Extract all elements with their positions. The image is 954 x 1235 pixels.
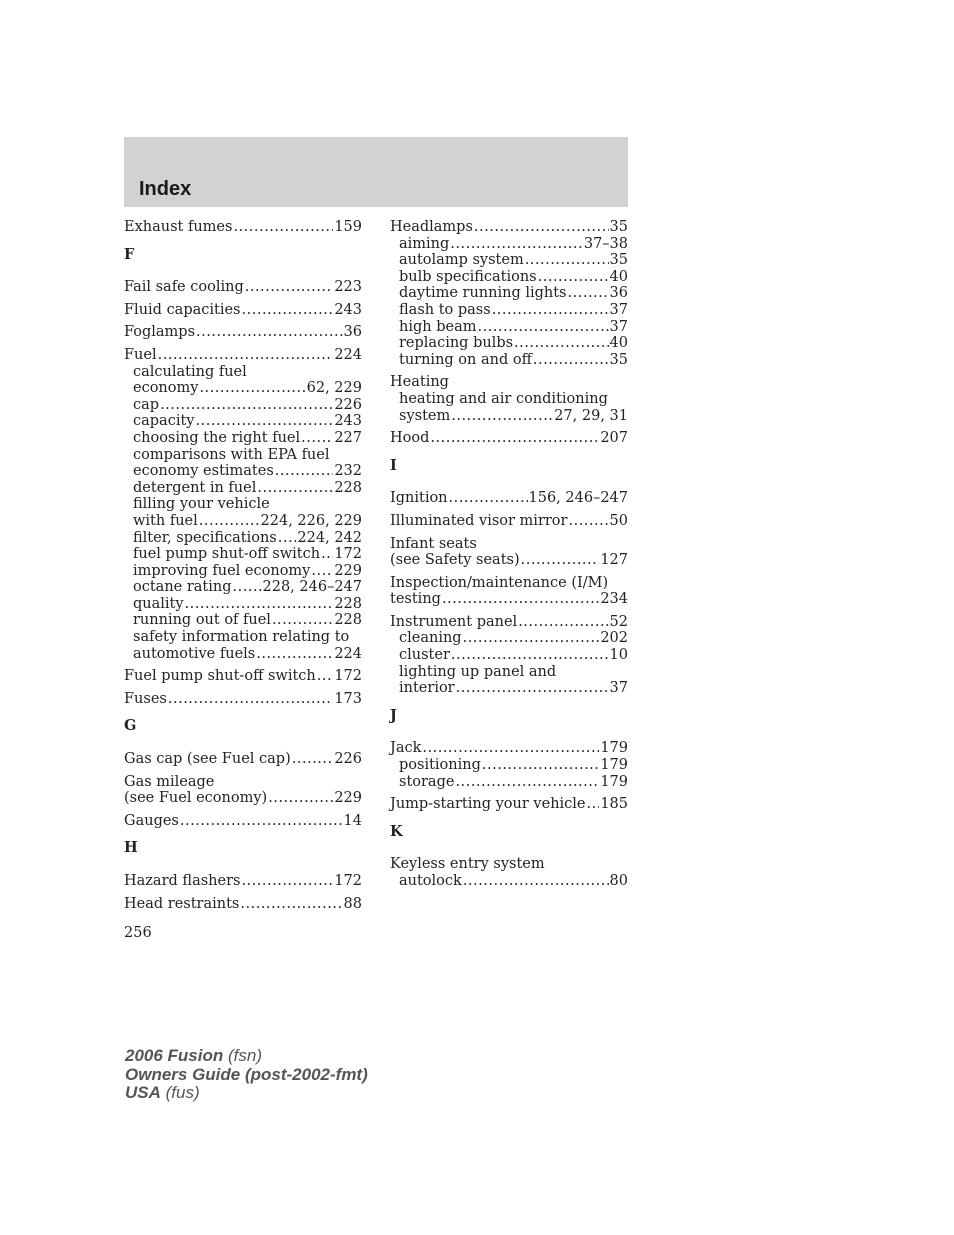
index-term: choosing the right fuel [133,429,301,446]
footer-market: USA [125,1083,161,1102]
page-reference: 185 [600,796,628,813]
index-entry [124,774,362,807]
page-reference: 207 [600,430,628,447]
page-reference: 62, 229 [306,380,362,397]
index-term: (see Fuel economy) [124,790,268,807]
index-term-line [390,513,628,530]
index-term-line [124,668,362,685]
index-entry [390,575,628,608]
index-term-line [124,873,362,890]
index-subentry [124,480,362,497]
index-term: filling your vehicle [133,496,270,513]
footer-line-1 [125,1047,368,1066]
page-reference: 88 [343,895,362,912]
page-reference: 10 [609,647,628,664]
index-term: economy estimates [133,463,274,480]
index-term: Gauges [124,812,179,829]
footer-model-code: (fsn) [228,1046,262,1065]
dot-leader [449,490,528,507]
page-reference: 202 [600,630,628,647]
index-subentry [124,579,362,596]
page-reference: 27, 29, 31 [554,407,628,424]
dot-leader [195,413,333,430]
page-reference: 52 [609,613,628,630]
dot-leader [321,546,333,563]
page-reference: 80 [609,873,628,889]
page-reference: 234 [600,591,628,608]
dot-leader [568,285,609,302]
footer-model: 2006 Fusion [125,1046,224,1065]
index-term-line [390,796,628,813]
page-reference: 127 [600,552,628,569]
index-term: Hood [390,430,430,447]
index-term-line [390,591,628,608]
dot-leader [168,691,333,708]
index-entry [390,490,628,507]
index-term: Head restraints [124,895,240,912]
index-subentry [390,757,628,774]
page-reference: 156, 246–247 [528,490,628,507]
index-term-line [124,691,362,708]
page-reference: 179 [600,757,628,774]
page-reference: 36 [343,324,362,341]
index-term-line [390,374,628,391]
index-term-line [124,324,362,341]
page-reference: 229 [334,562,362,579]
index-subentry [124,397,362,414]
page-reference: 159 [334,219,362,235]
index-subentry [390,335,628,352]
page-reference: 228 [334,612,362,629]
index-term-line [390,740,628,757]
index-term-line [124,813,362,830]
page-reference: 224, 242 [297,529,362,546]
index-letter-heading: I [390,456,397,474]
index-term: positioning [399,757,481,774]
page-reference: 228 [334,595,362,612]
index-subentry [124,413,362,430]
page-reference: 37 [609,301,628,318]
dot-leader [292,751,334,768]
index-term-line [390,856,628,873]
page-reference: 50 [609,512,628,529]
index-term-line [124,896,362,913]
index-term: running out of fuel [133,612,271,629]
index-subentry [124,364,362,381]
index-term: turning on and off [399,351,532,368]
page-title: Index [139,178,192,200]
footer-market-code: (fus) [165,1083,200,1102]
index-subentry [390,319,628,336]
index-entry [390,796,628,813]
dot-leader [241,873,333,890]
index-term: fuel pump shut-off switch [133,546,321,563]
index-subentry [390,664,628,681]
index-subentry [124,513,362,530]
page-reference: 172 [334,546,362,563]
index-term: Jump-starting your vehicle [390,796,586,813]
index-term-line [124,302,362,319]
index-term: calculating fuel [133,363,247,380]
index-subentry [124,463,362,480]
index-letter-heading: H [124,839,138,857]
page-reference: 40 [609,335,628,352]
index-term: Fail safe cooling [124,279,244,296]
index-entry [124,219,362,236]
index-subentry [390,647,628,664]
index-subentry [390,391,628,408]
index-term: with fuel [133,512,198,529]
index-letter-heading: J [390,706,397,724]
dot-leader [533,352,609,369]
page-reference: 232 [334,463,362,480]
index-term-line [124,774,362,791]
page-reference: 173 [334,690,362,707]
index-term: autolamp system [399,252,524,269]
dot-leader [463,873,609,890]
index-term-line [124,219,362,236]
section-header-bar [124,137,628,207]
index-term: Foglamps [124,324,196,341]
index-term-line [124,751,362,768]
index-subentry [124,447,362,464]
index-term-line [390,614,628,631]
dot-leader [422,740,599,757]
index-entry [390,513,628,530]
index-subentry [124,546,362,563]
index-term: Instrument panel [390,613,518,630]
index-entry [124,324,362,341]
index-term: Fuses [124,690,167,707]
index-subentry [390,630,628,647]
dot-leader [456,680,609,697]
dot-leader [474,219,609,236]
index-term: octane rating [133,579,232,596]
page-reference: 37–38 [583,235,628,252]
index-term-line [390,219,628,236]
index-subentry [390,774,628,791]
index-term: daytime running lights [399,285,567,302]
dot-leader [199,513,260,530]
index-term: aiming [399,235,450,252]
index-term: replacing bulbs [399,335,514,352]
index-subentry [124,380,362,397]
page-reference: 226 [334,751,362,768]
index-subentry [124,563,362,580]
index-term: Fuel pump shut-off switch [124,668,316,685]
index-term: comparisons with EPA fuel [133,446,330,463]
dot-leader [538,269,609,286]
dot-leader [233,219,333,236]
index-term: cap [133,396,160,413]
page-reference: 224 [334,346,362,363]
index-term: Exhaust fumes [124,219,233,235]
index-subentry [124,646,362,663]
dot-leader [256,646,333,663]
index-term: Infant seats [390,535,477,552]
page-reference: 224 [334,645,362,662]
index-term: economy [133,380,199,397]
index-entry [124,691,362,708]
index-term: automotive fuels [133,645,256,662]
dot-leader [587,796,600,813]
footer-guide: Owners Guide (post-2002-fmt) [125,1064,368,1084]
page-reference: 179 [600,740,628,757]
dot-leader [257,480,333,497]
index-term-line [124,790,362,807]
index-entry [124,873,362,890]
dot-leader [492,302,609,319]
dot-leader [180,813,343,830]
index-term-line [124,279,362,296]
index-term: safety information relating to [133,629,350,646]
dot-leader [317,668,334,685]
dot-leader [185,596,334,613]
index-subentry [124,629,362,646]
dot-leader [278,530,297,547]
page-reference: 35 [609,252,628,269]
index-term: Headlamps [390,219,473,235]
page-reference: 224, 226, 229 [260,512,362,529]
dot-leader [199,380,305,397]
index-term: detergent in fuel [133,479,257,496]
page-reference: 243 [334,413,362,430]
index-term: heating and air conditioning [399,390,608,407]
index-subentry [124,496,362,513]
page-reference: 223 [334,279,362,296]
dot-leader [301,430,333,447]
index-term: lighting up panel and [399,663,557,680]
dot-leader [482,757,599,774]
dot-leader [430,430,599,447]
page-reference: 243 [334,301,362,318]
index-subentry [124,612,362,629]
index-entry [390,614,628,697]
dot-leader [442,591,599,608]
dot-leader [311,563,333,580]
index-letter-heading: F [124,245,135,263]
page-reference: 36 [609,285,628,302]
footer-line-2 [125,1066,368,1085]
index-term: system [399,407,451,424]
index-term-line [124,347,362,364]
dot-leader [233,579,262,596]
index-subentry [124,596,362,613]
index-term: Illuminated visor mirror [390,512,568,529]
page-reference: 228, 246–247 [262,579,362,596]
index-term-line [390,430,628,447]
index-term: cluster [399,647,450,664]
dot-leader [245,279,334,296]
index-subentry [390,352,628,369]
index-term-line [390,575,628,592]
page-reference: 37 [609,318,628,335]
dot-leader [272,612,333,629]
page-reference: 226 [334,396,362,413]
dot-leader [463,630,600,647]
dot-leader [451,408,553,425]
dot-leader [196,324,343,341]
dot-leader [240,896,342,913]
index-subentry [390,408,628,425]
index-term: filter, specifications [133,529,277,546]
page-reference: 37 [609,680,628,697]
index-entry [124,279,362,296]
index-entry [390,430,628,447]
index-term-line [390,552,628,569]
index-subentry [390,269,628,286]
page-reference: 40 [609,268,628,285]
index-term: Fuel [124,346,157,363]
index-term-line [390,490,628,507]
index-term: Fluid capacities [124,301,241,318]
dot-leader [451,647,609,664]
index-term: flash to pass [399,301,491,318]
index-term: Hazard flashers [124,873,241,889]
index-subentry [390,285,628,302]
index-column-left [124,219,362,918]
dot-leader [525,252,609,269]
page-reference: 35 [609,219,628,235]
index-term: Heating [390,374,449,391]
dot-leader [477,319,608,336]
dot-leader [455,774,599,791]
dot-leader [514,335,609,352]
page-number: 256 [124,925,152,941]
index-term: capacity [133,413,195,430]
index-entry [124,751,362,768]
page-reference: 14 [343,812,362,829]
index-letter-heading: G [124,717,137,735]
index-letter-heading: K [390,822,403,840]
index-entry [124,302,362,319]
index-entry [390,536,628,569]
index-entry [124,813,362,830]
page-reference: 35 [609,351,628,368]
index-entry [390,856,628,889]
page-reference: 229 [334,790,362,807]
dot-leader [268,790,333,807]
index-entry [390,374,628,424]
footer-line-3 [125,1084,368,1103]
index-term: Gas cap (see Fuel cap) [124,751,291,768]
index-entry [124,347,362,662]
index-term: quality [133,595,184,612]
dot-leader [521,552,600,569]
index-term: Ignition [390,490,448,507]
index-term: testing [390,591,441,608]
page-reference: 227 [334,429,362,446]
index-term: Jack [390,740,422,757]
index-term: high beam [399,318,477,335]
index-term: Keyless entry system [390,856,545,873]
document-footer [125,1047,368,1103]
index-term: storage [399,773,455,790]
index-term-line [390,536,628,553]
dot-leader [568,513,608,530]
index-entry [390,219,628,368]
index-subentry [124,530,362,547]
index-subentry [390,302,628,319]
index-term: Gas mileage [124,773,215,790]
page-reference: 172 [334,873,362,889]
index-term: autolock [399,873,462,889]
dot-leader [158,347,334,364]
index-term: bulb specifications [399,268,537,285]
dot-leader [242,302,334,319]
dot-leader [450,236,583,253]
index-term: Inspection/maintenance (I/M) [390,574,609,591]
index-column-right [390,219,628,896]
index-entry [124,896,362,913]
dot-leader [275,463,334,480]
index-subentry [390,252,628,269]
page-reference: 179 [600,773,628,790]
index-subentry [390,236,628,253]
index-term: cleaning [399,630,462,647]
dot-leader [518,614,608,631]
index-subentry [390,680,628,697]
dot-leader [160,397,333,414]
index-term: improving fuel economy [133,562,311,579]
index-entry [390,740,628,790]
index-term: interior [399,680,455,697]
index-entry [124,668,362,685]
index-term: (see Safety seats) [390,552,520,569]
page-reference: 172 [334,668,362,685]
index-subentry [124,430,362,447]
index-subentry [390,873,628,890]
page-reference: 228 [334,479,362,496]
